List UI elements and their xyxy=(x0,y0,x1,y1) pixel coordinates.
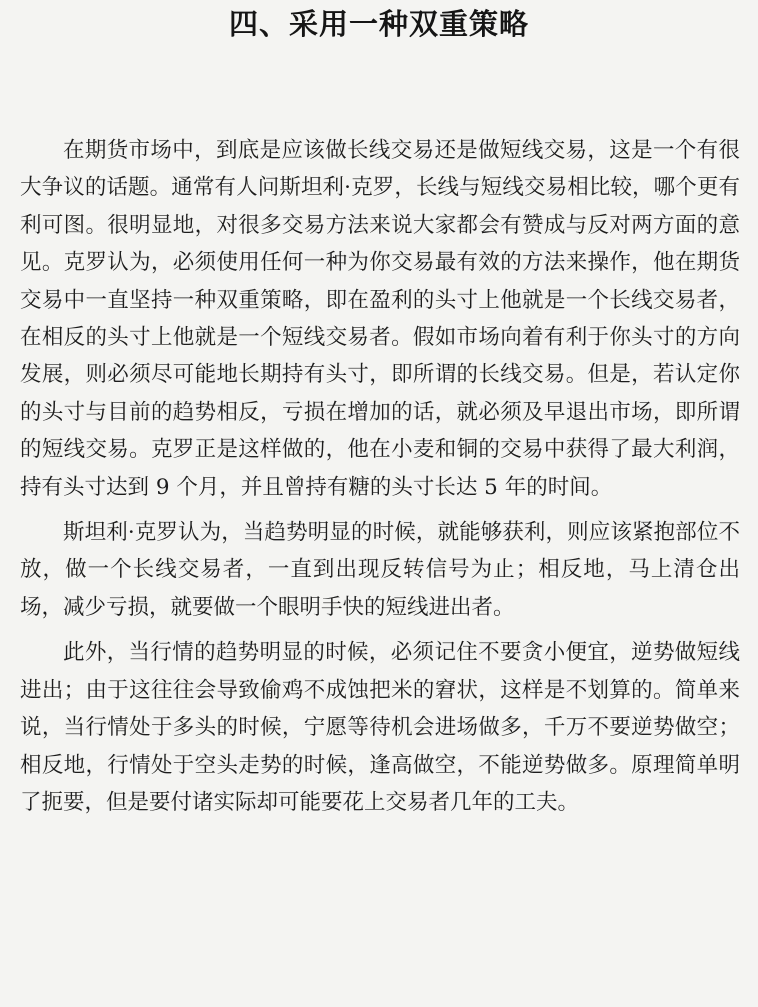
section-title: 四、采用一种双重策略 xyxy=(228,7,529,41)
paragraph-1: 在期货市场中，到底是应该做长线交易还是做短线交易，这是一个有很大争议的话题。通常有人问斯坦利·克罗，长线与短线交易相比较，哪个更有利可图。很明显地，对很多交易方法来说大家都会有赞成与反对两方面的意见。克罗认为，必须使用任何一种为你交易最有效的方法来操作，他在期货交易中一直坚持一种双重策略，即在盈利的头寸上他就是一个长线交易者，在相反的头寸上他就是一个短线交易者。假如市场向着有利于你头寸的方向发展，则必须尽可能地长期持有头寸，即所谓的长线交易。但是，若认定你的头寸与目前的趋势相反，亏损在增加的话，就必须及早退出市场，即所谓的短线交易。克罗正是这样做的，他在小麦和铜的交易中获得了最大利润，持有头寸达到 9 个月，并且曾持有糖的头寸长达 5 年的时间。 xyxy=(20,138,740,500)
paragraph-2: 斯坦利·克罗认为，当趋势明显的时候，就能够获利，则应该紧抱部位不放，做一个长线交易者，一直到出现反转信号为止；相反地，马上清仓出场，减少亏损，就要做一个眼明手快的短线进出者。 xyxy=(20,520,740,620)
body-text xyxy=(20,132,740,829)
paragraph-3: 此外，当行情的趋势明显的时候，必须记住不要贪小便宜，逆势做短线进出；由于这往往会导致偷鸡不成蚀把米的窘状，这样是不划算的。简单来说，当行情处于多头的时候，宁愿等待机会进场做多，千万不要逆势做空；相反地，行情处于空头走势的时候，逢高做空，不能逆势做多。原理简单明了扼要，但是要付诸实际却可能要花上交易者几年的工夫。 xyxy=(20,640,740,815)
